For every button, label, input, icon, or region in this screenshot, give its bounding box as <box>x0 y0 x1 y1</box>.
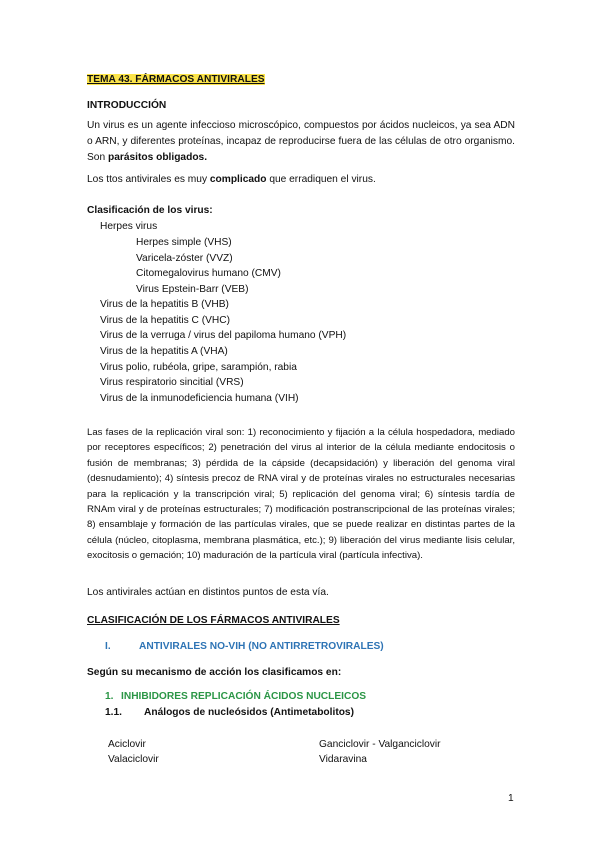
herpes-subitem: Virus Epstein-Barr (VEB) <box>136 284 249 295</box>
section-number: I. <box>105 641 111 652</box>
virus-list-item: Virus de la hepatitis C (VHC) <box>100 315 231 326</box>
subsubsection-heading: Análogos de nucleósidos (Antimetabolitos) <box>144 707 354 718</box>
herpes-subitem: Citomegalovirus humano (CMV) <box>136 268 281 279</box>
classification-heading: Clasificación de los virus: <box>87 205 213 216</box>
intro-paragraph-2: Los ttos antivirales es muy complicado que erradiquen el virus. <box>87 174 376 185</box>
intro-paragraph-1: Un virus es un agente infeccioso microscópico, compuestos por ácidos nucleicos, ya sea ADN o ARN, y diferentes proteínas, incapaz de reproducirse fuera de las células de otro organismo. Son parásitos obligados. <box>87 120 515 163</box>
subsubsection-number: 1.1. <box>105 707 122 718</box>
herpes-subitem: Varicela-zóster (VVZ) <box>136 253 233 264</box>
document-title: TEMA 43. FÁRMACOS ANTIVIRALES <box>87 74 265 85</box>
classification-drugs-heading: CLASIFICACIÓN DE LOS FÁRMACOS ANTIVIRALES <box>87 615 340 626</box>
subsection-number: 1. <box>105 691 114 702</box>
herpes-virus-item: Herpes virus <box>100 221 158 232</box>
subsection-heading: INHIBIDORES REPLICACIÓN ÁCIDOS NUCLEICOS <box>121 691 367 702</box>
herpes-subitem: Herpes simple (VHS) <box>136 237 232 248</box>
virus-list-item: Virus de la hepatitis B (VHB) <box>100 299 229 310</box>
drug-name: Ganciclovir - Valganciclovir <box>319 739 441 750</box>
virus-list-item: Virus de la inmunodeficiencia humana (VIH) <box>100 393 299 404</box>
page-number: 1 <box>508 793 514 804</box>
mechanism-sentence: Según su mecanismo de acción los clasificamos en: <box>87 667 342 678</box>
replication-phases-paragraph: Las fases de la replicación viral son: 1) reconocimiento y fijación a la célula hospedadora, mediado por receptores específicos; 2) penetración del virus al interior de la célula mediante endocitosis o fusión de membranas; 3) pérdida de la cápside (decapsidación) y liberación del genoma viral (desnudamiento); 4) síntesis precoz de RNA viral y de proteínas virales no estructurales necesarias para la replicación y la transcripción viral; 5) replicación del genoma viral; 6) síntesis tardía de RNAm viral y de proteínas estructurales; 7) modificación postranscripcional de las proteínas virales; 8) ensamblaje y formación de las partículas virales, que se puede realizar en distintas partes de la célula (núcleo, citoplasma, membrana plasmática, etc.); 9) liberación del virus mediante lisis celular, exocitosis o gemación; 10) maduración de la partícula viral (partícula infectiva). <box>87 427 515 562</box>
intro-heading: INTRODUCCIÓN <box>87 100 167 111</box>
drug-name: Valaciclovir <box>108 754 159 765</box>
virus-list-item: Virus de la verruga / virus del papiloma humano (VPH) <box>100 330 347 341</box>
section-heading: ANTIVIRALES NO-VIH (NO ANTIRRETROVIRALES) <box>139 641 384 652</box>
virus-list-item: Virus polio, rubéola, gripe, sarampión, rabia <box>100 362 297 373</box>
virus-list-item: Virus respiratorio sincitial (VRS) <box>100 377 244 388</box>
drug-name: Vidaravina <box>319 754 367 765</box>
virus-list-item: Virus de la hepatitis A (VHA) <box>100 346 228 357</box>
antivirals-sentence: Los antivirales actúan en distintos puntos de esta vía. <box>87 587 329 598</box>
drug-name: Aciclovir <box>108 739 146 750</box>
